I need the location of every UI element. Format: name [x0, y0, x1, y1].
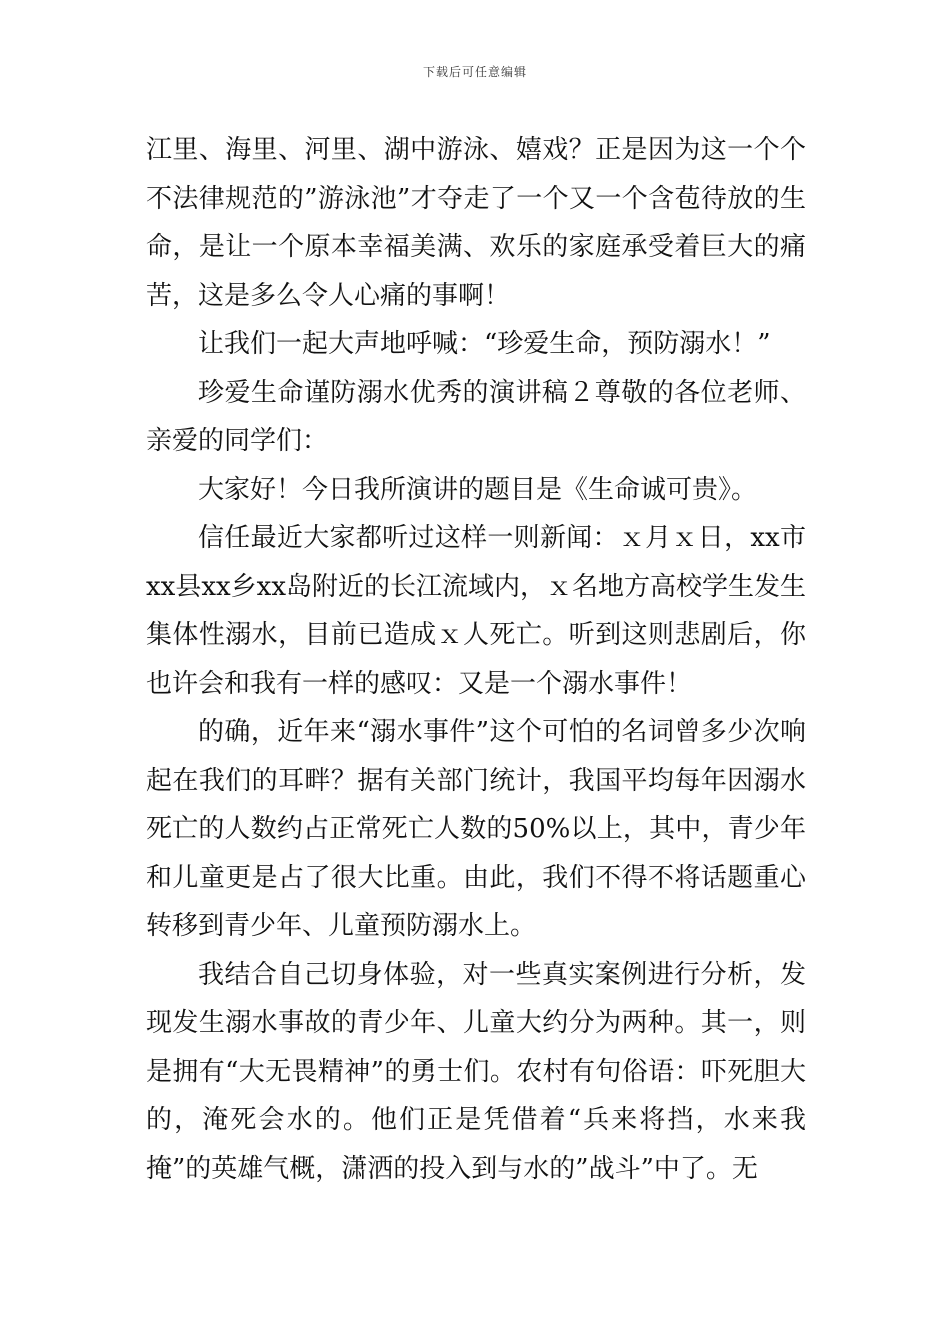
- document-body: [146, 126, 806, 1193]
- paragraph-6: 的确，近年来“溺水事件”这个可怕的名词曾多少次响起在我们的耳畔？据有关部门统计，我国平均每年因溺水死亡的人数约占正常死亡人数的50%以上，其中，青少年和儿童更是占了很大比重。由此，我们不得不将话题重心转移到青少年、儿童预防溺水上。: [146, 717, 806, 941]
- paragraph-1: 江里、海里、河里、湖中游泳、嬉戏？正是因为这一个个不法律规范的”游泳池”才夺走了一个又一个含苞待放的生命，是让一个原本幸福美满、欢乐的家庭承受着巨大的痛苦，这是多么令人心痛的事啊！: [146, 135, 806, 311]
- paragraph-4: 大家好！今日我所演讲的题目是《生命诚可贵》。: [198, 474, 758, 505]
- paragraph-7: 我结合自己切身体验，对一些真实案例进行分析，发现发生溺水事故的青少年、儿童大约分为两种。其一，则是拥有“大无畏精神”的勇士们。农村有句俗语：吓死胆大的，淹死会水的。他们正是凭借着“兵来将挡，水来我掩”的英雄气概，潇洒的投入到与水的”战斗”中了。无: [146, 959, 806, 1184]
- paragraph-2: 让我们一起大声地呼喊：“珍爱生命，预防溺水！”: [198, 329, 771, 359]
- paragraph-3: 珍爱生命谨防溺水优秀的演讲稿２尊敬的各位老师、亲爱的同学们：: [146, 377, 806, 456]
- paragraph-5: 信任最近大家都听过这样一则新闻：ｘ月ｘ日，xx市xx县xx乡xx岛附近的长江流域内，ｘ名地方高校学生发生集体性溺水，目前已造成ｘ人死亡。听到这则悲剧后，你也许会和我有一样的感叹：又是一个溺水事件！: [146, 523, 806, 699]
- page-header: 下载后可任意编辑: [422, 65, 527, 79]
